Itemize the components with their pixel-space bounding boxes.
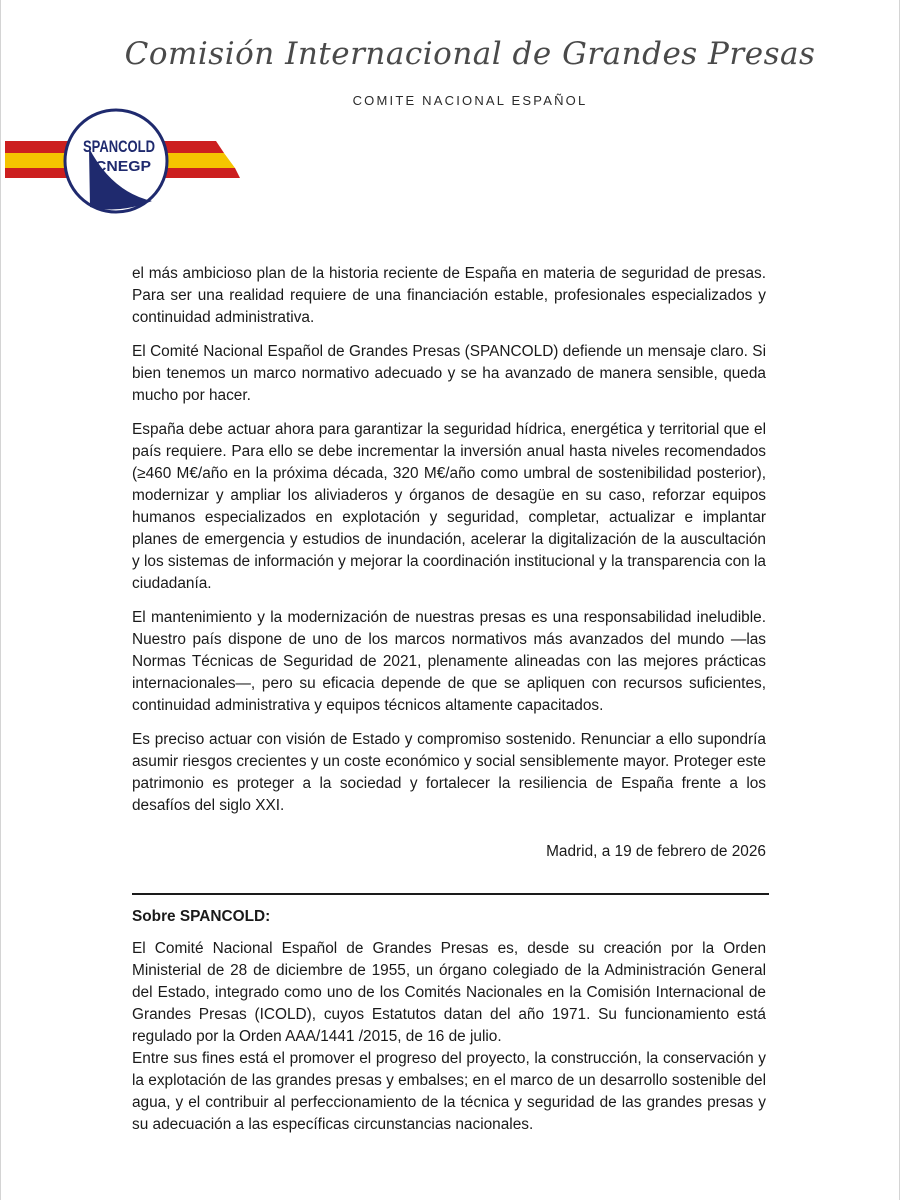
section-divider [132,893,769,895]
about-paragraph: El Comité Nacional Español de Grandes Presas es, desde su creación por la Orden Ministerial de 28 de diciembre de 1955, un órgano colegiado de la Administración General del Estado, integrado como uno de los Comités Nacionales en la Comisión Internacional de Grandes Presas (ICOLD), cuyos Estatutos datan del año 1971. Su funcionamiento está regulado por la Orden AAA/1441 /2015, de 16 de julio. [132,940,766,1045]
body-paragraph: España debe actuar ahora para garantizar la seguridad hídrica, energética y territorial que el país requiere. Para ello se debe incrementar la inversión anual hasta niveles recomendados (≥460 M€/año en la próxima década, 320 M€/año como umbral de sostenibilidad posterior), modernizar y ampliar los aliviaderos y órganos de desagüe en su caso, reforzar equipos humanos especializados en explotación y seguridad, completar, actualizar e implantar planes de emergencia y estudios de inundación, acelerar la digitalización de la auscultación y los sistemas de información y mejorar la coordinación institucional y la transparencia con la ciudadanía. [132,421,766,592]
body-paragraph: Es preciso actuar con visión de Estado y compromiso sostenido. Renunciar a ello supondría asumir riesgos crecientes y un coste económico y social sensiblemente mayor. Proteger este patrimonio es proteger a la sociedad y fortalecer la resiliencia de España frente a los desafíos del siglo XXI. [132,731,766,814]
logo-text-cnegp: CNEGP [95,158,151,175]
about-heading: Sobre SPANCOLD: [132,908,271,925]
about-section [132,906,766,1136]
spancold-logo [0,108,250,220]
about-paragraph: Entre sus fines está el promover el progreso del proyecto, la construcción, la conservación y la explotación de las grandes presas y embalses; en el marco de un desarrollo sostenible del agua, y el contribuir al perfeccionamiento de la técnica y seguridad de las grandes presas y su adecuación a las específicas circunstancias nacionales. [132,1050,766,1133]
body-paragraph: El mantenimiento y la modernización de nuestras presas es una responsabilidad ineludible. Nuestro país dispone de uno de los marcos normativos más avanzados del mundo —las Normas Técnicas de Seguridad de 2021, plenamente alineadas con las mejores prácticas internacionales—, pero su eficacia depende de que se apliquen con recursos suficientes, continuidad administrativa y equipos técnicos altamente capacitados. [132,609,766,714]
logo-text-spancold: SPANCOLD [83,137,155,156]
place-date-signature: Madrid, a 19 de febrero de 2026 [546,843,766,860]
body-paragraph: el más ambicioso plan de la historia reciente de España en materia de seguridad de presas. Para ser una realidad requiere de una financiación estable, profesionales especializados y continuidad administrativa. [132,265,766,326]
organization-title: Comisión Internacional de Grandes Presas [124,36,816,72]
body-paragraph: El Comité Nacional Español de Grandes Presas (SPANCOLD) defiende un mensaje claro. Si bien tenemos un marco normativo adecuado y se ha avanzado de manera sensible, queda mucho por hacer. [132,343,766,404]
organization-subtitle: COMITE NACIONAL ESPAÑOL [352,93,588,108]
letter-body [132,263,766,829]
